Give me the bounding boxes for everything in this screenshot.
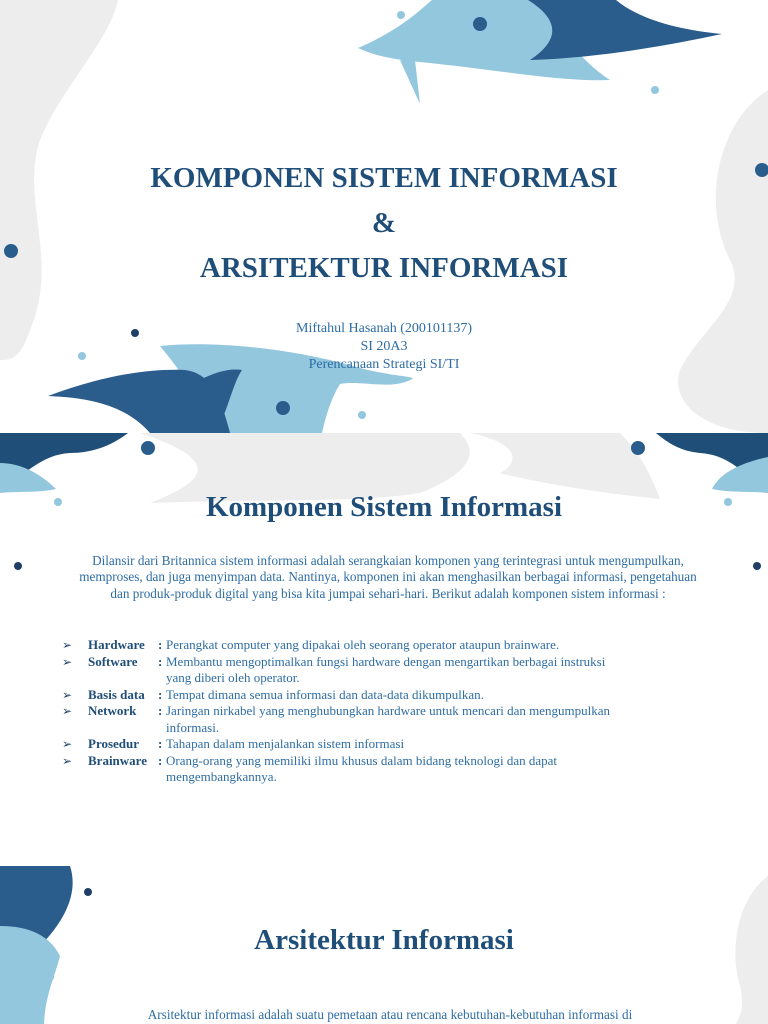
term-separator: :: [158, 637, 163, 652]
dot: [753, 562, 761, 570]
slide-arsitektur: [0, 866, 768, 1024]
component-description: Perangkat computer yang dipakai oleh seorang operator ataupun brainware.: [166, 637, 560, 652]
term-separator: :: [158, 686, 163, 702]
list-item: [62, 736, 622, 753]
term-separator: :: [158, 653, 163, 669]
component-term: Software: [88, 653, 138, 669]
intro-paragraph: Dilansir dari Britannica sistem informasi adalah serangkaian komponen yang terintegrasi untuk mengumpulkan, memproses, dan juga menyimpan data. Nantinya, komponen ini akan menghasilkan berbagai informasi, pengetahuan dan produk-produk digital yang bisa kita jumpai sehari-hari. Berikut adalah komponen sistem informasi :: [79, 553, 697, 601]
dark-blue-wave-top: [528, 0, 722, 60]
list-item: [62, 654, 622, 687]
class-name: SI 20A3: [360, 339, 408, 354]
dot: [651, 86, 659, 94]
arrow-bullet-icon: ➢: [62, 737, 73, 751]
list-item: [62, 687, 622, 704]
component-list: [62, 637, 622, 786]
arrow-bullet-icon: ➢: [62, 638, 73, 652]
dot: [84, 888, 92, 896]
dot: [14, 562, 22, 570]
dot: [397, 11, 405, 19]
slide-komponen: [0, 433, 768, 866]
component-term: Brainware: [88, 752, 147, 768]
arrow-bullet-icon: ➢: [62, 753, 73, 768]
term-separator: :: [158, 752, 163, 768]
author-block: [0, 320, 768, 374]
dot: [141, 441, 155, 455]
title-line: ARSITEKTUR INFORMASI: [199, 252, 569, 284]
component-term: Prosedur: [88, 736, 140, 751]
section-heading: Arsitektur Informasi: [254, 924, 514, 956]
component-term: Network: [88, 703, 137, 718]
dot: [46, 973, 54, 981]
arrow-bullet-icon: ➢: [62, 654, 73, 669]
title-line: KOMPONEN SISTEM INFORMASI: [150, 162, 618, 194]
dot: [473, 17, 487, 31]
arrow-bullet-icon: ➢: [62, 704, 73, 718]
list-item: [62, 637, 622, 654]
component-description: Jaringan nirkabel yang menghubungkan hardware untuk mencari dan mengumpulkan informasi.: [166, 703, 611, 735]
presentation-title: [0, 156, 768, 291]
gray-wave-top-right: [470, 433, 660, 499]
list-item: [62, 753, 622, 786]
component-description: Tahapan dalam menjalankan sistem informasi: [166, 736, 405, 751]
dot: [358, 411, 366, 419]
dot: [631, 441, 645, 455]
slide-title: [0, 0, 768, 433]
term-separator: :: [158, 736, 163, 751]
component-description: Tempat dimana semua informasi dan data-data dikumpulkan.: [166, 686, 484, 702]
component-term: Basis data: [88, 686, 145, 702]
author-name: Miftahul Hasanah (200101137): [296, 321, 472, 336]
body-paragraph: Arsitektur informasi adalah suatu pemetaan atau rencana kebutuhan-kebutuhan informasi di: [147, 1007, 633, 1022]
list-item: [62, 703, 622, 736]
light-blue-spike: [400, 60, 420, 104]
course-name: Perencanaan Strategi SI/TI: [308, 357, 460, 372]
component-description: Orang-orang yang memiliki ilmu khusus dalam bidang teknologi dan dapat mengembangkannya.: [166, 752, 558, 784]
title-ampersand: &: [371, 207, 397, 239]
component-term: Hardware: [88, 637, 145, 652]
arrow-bullet-icon: ➢: [62, 687, 73, 702]
term-separator: :: [158, 703, 163, 718]
component-description: Membantu mengoptimalkan fungsi hardware dengan mengartikan berbagai instruksi yang diberi oleh operator.: [166, 653, 606, 685]
dot: [276, 401, 290, 415]
section-heading: Komponen Sistem Informasi: [205, 491, 563, 523]
